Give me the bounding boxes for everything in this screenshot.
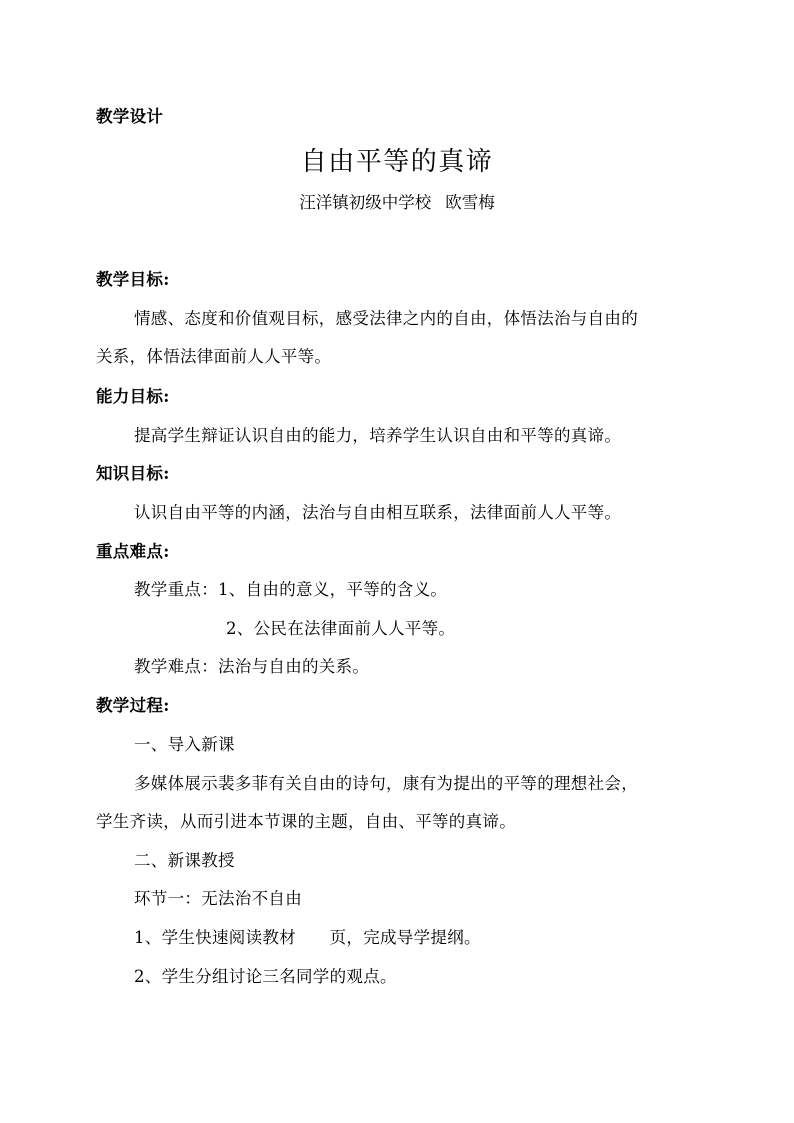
step-2-heading: 二、新课教授 — [134, 851, 235, 870]
ability-text: 提高学生辩证认识自由的能力，培养学生认识自由和平等的真谛。 — [134, 426, 622, 445]
goals-line-2: 关系，体悟法律面前人人平等。 — [96, 347, 332, 366]
goals-line-1: 情感、态度和价值观目标，感受法律之内的自由，体悟法治与自由的 — [134, 309, 638, 328]
task-2: 2、学生分组讨论三名同学的观点。 — [134, 967, 397, 986]
task-1: 1、学生快速阅读教材 页，完成导学提纲。 — [134, 928, 481, 947]
key-point-1: 教学重点：1、自由的意义，平等的含义。 — [134, 580, 448, 599]
ability-heading: 能力目标: — [96, 387, 170, 406]
knowledge-heading: 知识目标: — [96, 464, 170, 483]
goals-heading: 教学目标: — [96, 270, 170, 289]
step-1-line-2: 学生齐读，从而引进本节课的主题，自由、平等的真谛。 — [96, 812, 516, 831]
knowledge-text: 认识自由平等的内涵，法治与自由相互联系，法律面前人人平等。 — [134, 503, 622, 522]
author-line — [0, 192, 794, 214]
step-1-line-1: 多媒体展示裴多菲有关自由的诗句，康有为提出的平等的理想社会， — [134, 774, 638, 793]
key-point-2: 2、公民在法律面前人人平等。 — [226, 619, 456, 638]
document-title: 自由平等的真谛 — [300, 147, 494, 177]
key-heading: 重点难点: — [96, 542, 170, 561]
process-heading: 教学过程: — [96, 696, 170, 715]
segment-1-heading: 环节一：无法治不自由 — [134, 889, 302, 908]
author-name: 欧雪梅 — [445, 193, 495, 212]
document-header: 教学设计 — [96, 107, 164, 126]
author-school: 汪洋镇初级中学校 — [299, 193, 432, 212]
step-1-heading: 一、导入新课 — [134, 735, 235, 754]
difficulty-text: 教学难点：法治与自由的关系。 — [134, 657, 370, 676]
